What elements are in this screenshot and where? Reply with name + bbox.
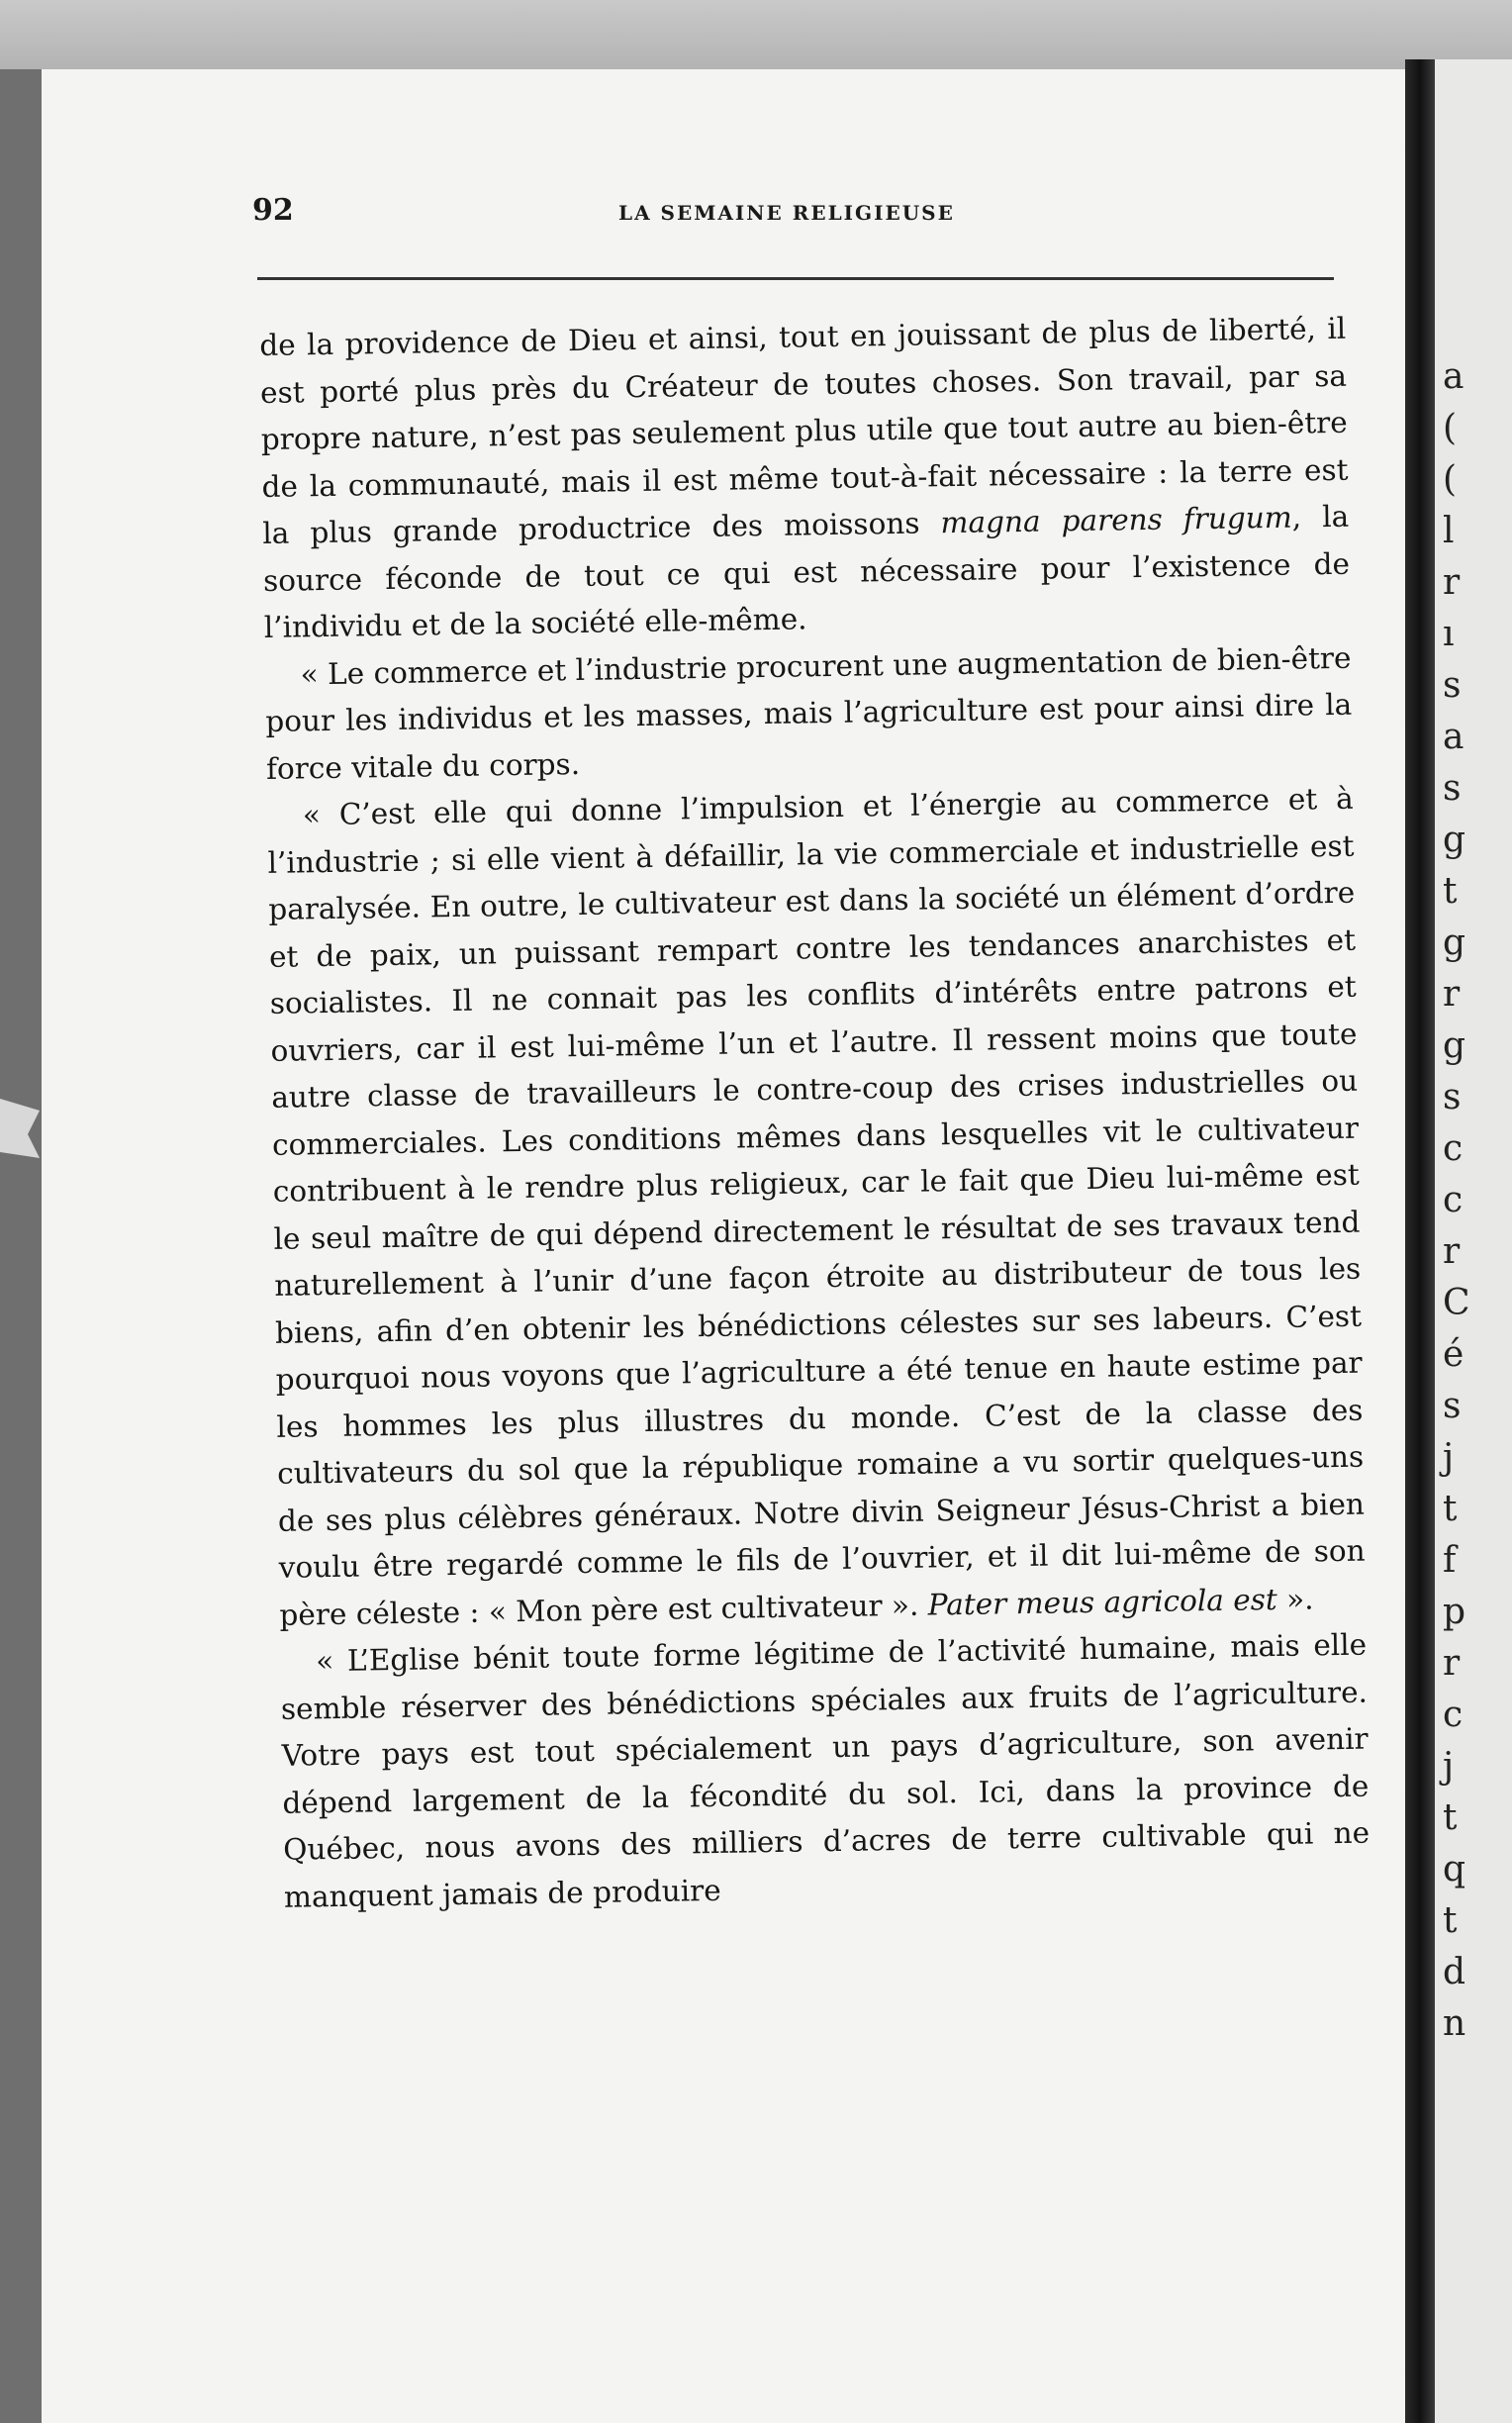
- next-page-edge-letter: r: [1443, 1231, 1461, 1272]
- next-page-edge-letter: g: [1443, 1025, 1466, 1066]
- next-page-edge-letter: t: [1443, 1797, 1458, 1838]
- next-page-edge-letter: r: [1443, 974, 1461, 1015]
- paragraph-1: [259, 306, 1351, 652]
- next-page-edge-letter: l: [1443, 511, 1455, 551]
- page-header: [252, 193, 1341, 242]
- next-page-edge-letter: s: [1443, 665, 1462, 706]
- next-page-edge-letter: c: [1443, 1128, 1464, 1169]
- paragraph-2: « Le commerce et l’industrie procurent une augmentation de bien-être pour les individus et les masses, mais l’agriculture est pour ainsi dire la force vitale du corps.: [265, 640, 1353, 786]
- next-page-edge-letter: r: [1443, 562, 1461, 603]
- next-page-edge-letter: a: [1443, 717, 1465, 757]
- next-page-edge-letter: (: [1443, 408, 1458, 448]
- next-page-edge-letter: g: [1443, 922, 1466, 963]
- next-page-edge: [1435, 59, 1512, 2423]
- paragraph-3-text: « C’est elle qui donne l’impulsion et l’énergie au commerce et à l’industrie ; si elle vient à défaillir, la vie commerciale et industrielle est paralysée. En outre, le cultivateur est dans la société un élément d’ordre et de paix, un puissant rempart contre les tendances anarchistes et socialistes. Il ne connait pas les conflits d’intérêts entre patrons et ouvriers, car il est lui-même l’un et l’autre. Il ressent moins que toute autre classe de travailleurs le contre-coup des crises industrielles ou commerciales. Les conditions mêmes dans lesquelles vit le cultivateur contribuent à le rendre plus religieux, car le fait que Dieu lui-même est le seul maître de qui dépend directement le résultat de ses travaux tend naturellement à l’unir d’une façon étroite au distributeur de tous les biens, afin d’en obtenir les bénédictions célestes sur ses labeurs. C’est pourquoi nous voyons que l’agriculture a été tenue en haute estime par les hommes les plus illustres du monde. C’est de la classe des cultivateurs du sol que la république romaine a vu sortir quelques-uns de ses plus célèbres généraux. Notre divin Seigneur Jésus-Christ a bien voulu être regardé comme le fils de l’ouvrier, et il dit lui-même de son père céleste : « Mon père est cultivateur ».: [267, 781, 1366, 1632]
- paragraph-1-text: de la providence de Dieu et ainsi, tout en jouissant de plus de liberté, il est porté plus près du Créateur de toutes choses. Son travail, par sa propre nature, n’est pas seulement plus utile que tout autre au bien-être de la communauté, mais il est même tout-à-fait nécessaire : la terre est la plus grande productrice des moissons: [259, 311, 1349, 550]
- paragraph-3-italic: Pater meus agricola est: [927, 1582, 1277, 1622]
- scan-background-top: [0, 0, 1512, 69]
- next-page-edge-letter: c: [1443, 1180, 1464, 1220]
- next-page-edge-letter: t: [1443, 871, 1458, 912]
- next-page-edge-letter: (: [1443, 459, 1458, 500]
- page-tear-mark: [0, 1099, 40, 1158]
- header-rule: [257, 277, 1334, 280]
- next-page-edge-letter: ı: [1443, 614, 1455, 654]
- next-page-edge-letter: n: [1443, 2003, 1466, 2044]
- page-number: 92: [252, 193, 294, 228]
- next-page-edge-letter: t: [1443, 1489, 1458, 1529]
- next-page-edge-letter: g: [1443, 820, 1466, 860]
- next-page-edge-letter: s: [1443, 1386, 1462, 1426]
- body-text: [259, 306, 1370, 1921]
- next-page-edge-letter: q: [1443, 1849, 1466, 1890]
- running-head: LA SEMAINE RELIGIEUSE: [618, 201, 955, 225]
- next-page-edge-letter: p: [1443, 1592, 1466, 1632]
- next-page-edge-letter: d: [1443, 1952, 1466, 1992]
- next-page-edge-letter: s: [1443, 1077, 1462, 1117]
- next-page-edge-letter: a: [1443, 356, 1465, 397]
- book-spine: [1405, 59, 1435, 2423]
- next-page-edge-letter: t: [1443, 1900, 1458, 1941]
- paragraph-1-italic: magna parens frugum: [940, 500, 1292, 540]
- next-page-edge-letter: j: [1443, 1437, 1455, 1478]
- next-page-edge-letter: s: [1443, 768, 1462, 809]
- paragraph-4: « L’Eglise bénit toute forme légitime de l’activité humaine, mais elle semble réserver des bénédictions spéciales aux fruits de l’agriculture. Votre pays est tout spécialement un pays d’agriculture, son avenir dépend largement de la fécondité du sol. Ici, dans la province de Québec, nous avons des milliers d’acres de terre cultivable qui ne manquent jamais de produire: [280, 1627, 1370, 1914]
- paragraph-3-after: ».: [1276, 1581, 1314, 1616]
- next-page-edge-letter: f: [1443, 1540, 1457, 1581]
- paragraph-3: [266, 776, 1366, 1639]
- paragraph-1-after: , la source féconde de tout ce qui est nécessaire pour l’existence de l’individu et de la société elle-même.: [262, 499, 1351, 644]
- next-page-edge-letter: r: [1443, 1643, 1461, 1684]
- next-page-edge-letter: é: [1443, 1334, 1465, 1375]
- next-page-edge-letter: j: [1443, 1746, 1455, 1787]
- next-page-edge-letter: c: [1443, 1695, 1464, 1735]
- next-page-edge-letter: C: [1443, 1283, 1470, 1323]
